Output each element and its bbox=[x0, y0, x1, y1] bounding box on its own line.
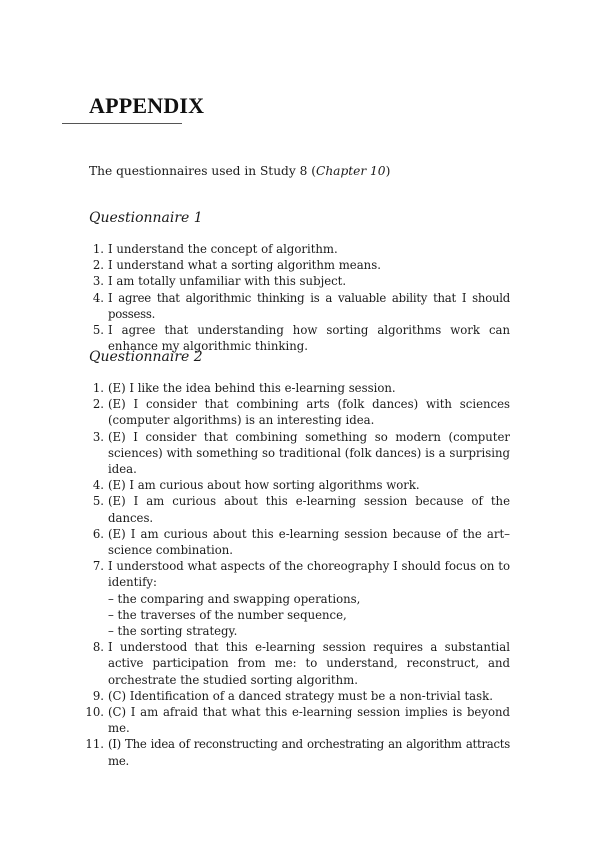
item-number: 8. bbox=[92, 640, 104, 655]
questionnaire-2-heading: Questionnaire 2 bbox=[89, 349, 203, 365]
item-text: I understood that this e-learning session requires a substantial active participation from me: to understand, reconstruct, and orchestrate the studied sorting algorithm. bbox=[108, 640, 510, 687]
title-divider bbox=[62, 123, 182, 124]
questionnaire-2-list bbox=[85, 380, 510, 769]
item-text: (E) I am curious about this e-learning session because of the art–science combination. bbox=[108, 526, 510, 558]
page-title: APPENDIX bbox=[89, 93, 205, 118]
item-number: 1. bbox=[92, 381, 104, 395]
item-text: I understand the concept of algorithm. bbox=[108, 242, 338, 256]
intro-text: The questionnaires used in Study 8 ( bbox=[89, 164, 316, 178]
intro-chapter-ref: Chapter 10 bbox=[316, 164, 386, 178]
item-text: (C) I am afraid that what this e-learning session implies is beyond me. bbox=[108, 705, 510, 736]
list-item bbox=[92, 257, 510, 273]
sub-item: – the sorting strategy. bbox=[108, 624, 238, 639]
intro-paragraph bbox=[89, 164, 390, 178]
item-text: (E) I consider that combining something so modern (computer sciences) with something so traditional (folk dances) is a surprising idea. bbox=[108, 429, 510, 477]
item-text: I am totally unfamiliar with this subject. bbox=[108, 274, 347, 289]
list-item bbox=[92, 290, 510, 322]
item-number: 5. bbox=[92, 323, 104, 338]
item-number: 11. bbox=[85, 737, 104, 752]
list-item bbox=[92, 526, 510, 558]
item-text: I agree that understanding how sorting algorithms work can enhance my algorithmic thinking. bbox=[108, 323, 510, 354]
item-text: I understand what a sorting algorithm means. bbox=[108, 258, 381, 273]
item-text: (E) I am curious about how sorting algorithms work. bbox=[108, 478, 420, 493]
list-item bbox=[85, 736, 510, 768]
sub-item: – the comparing and swapping operations, bbox=[108, 591, 361, 606]
list-item bbox=[92, 639, 510, 688]
item-number: 9. bbox=[92, 688, 104, 703]
intro-end: ) bbox=[385, 164, 391, 178]
item-number: 6. bbox=[92, 526, 104, 541]
list-item bbox=[92, 493, 510, 525]
list-item bbox=[92, 688, 510, 704]
list-item bbox=[92, 558, 510, 639]
item-text: (C) Identification of a danced strategy must be a non-trivial task. bbox=[108, 688, 493, 703]
sub-item: – the traverses of the number sequence, bbox=[108, 607, 347, 622]
item-number: 5. bbox=[92, 494, 104, 509]
item-text: I understood what aspects of the choreography I should focus on to identify: bbox=[108, 559, 510, 590]
list-item bbox=[92, 273, 510, 289]
list-item bbox=[85, 704, 510, 736]
item-text: (I) The idea of reconstructing and orchestrating an algorithm attracts me. bbox=[108, 737, 510, 768]
item-number: 4. bbox=[92, 290, 104, 305]
item-number: 3. bbox=[92, 274, 104, 289]
item-text: (E) I consider that combining arts (folk dances) with sciences (computer algorithms) is an interesting idea. bbox=[108, 397, 510, 428]
list-item bbox=[92, 241, 510, 257]
item-number: 7. bbox=[92, 559, 104, 574]
item-number: 10. bbox=[85, 705, 104, 720]
item-number: 3. bbox=[92, 429, 104, 444]
item-text: (E) I am curious about this e-learning session because of the dances. bbox=[108, 494, 510, 525]
item-number: 2. bbox=[92, 397, 104, 412]
list-item bbox=[92, 477, 510, 493]
item-number: 1. bbox=[92, 242, 104, 256]
list-item bbox=[92, 380, 510, 396]
item-number: 4. bbox=[92, 478, 104, 493]
list-item bbox=[92, 429, 510, 478]
item-text: (E) I like the idea behind this e-learning session. bbox=[108, 381, 396, 395]
item-number: 2. bbox=[92, 258, 104, 273]
questionnaire-1-list bbox=[92, 241, 510, 354]
questionnaire-1-heading: Questionnaire 1 bbox=[89, 210, 203, 226]
item-text: I agree that algorithmic thinking is a valuable ability that I should possess. bbox=[108, 290, 510, 321]
list-item bbox=[92, 396, 510, 428]
